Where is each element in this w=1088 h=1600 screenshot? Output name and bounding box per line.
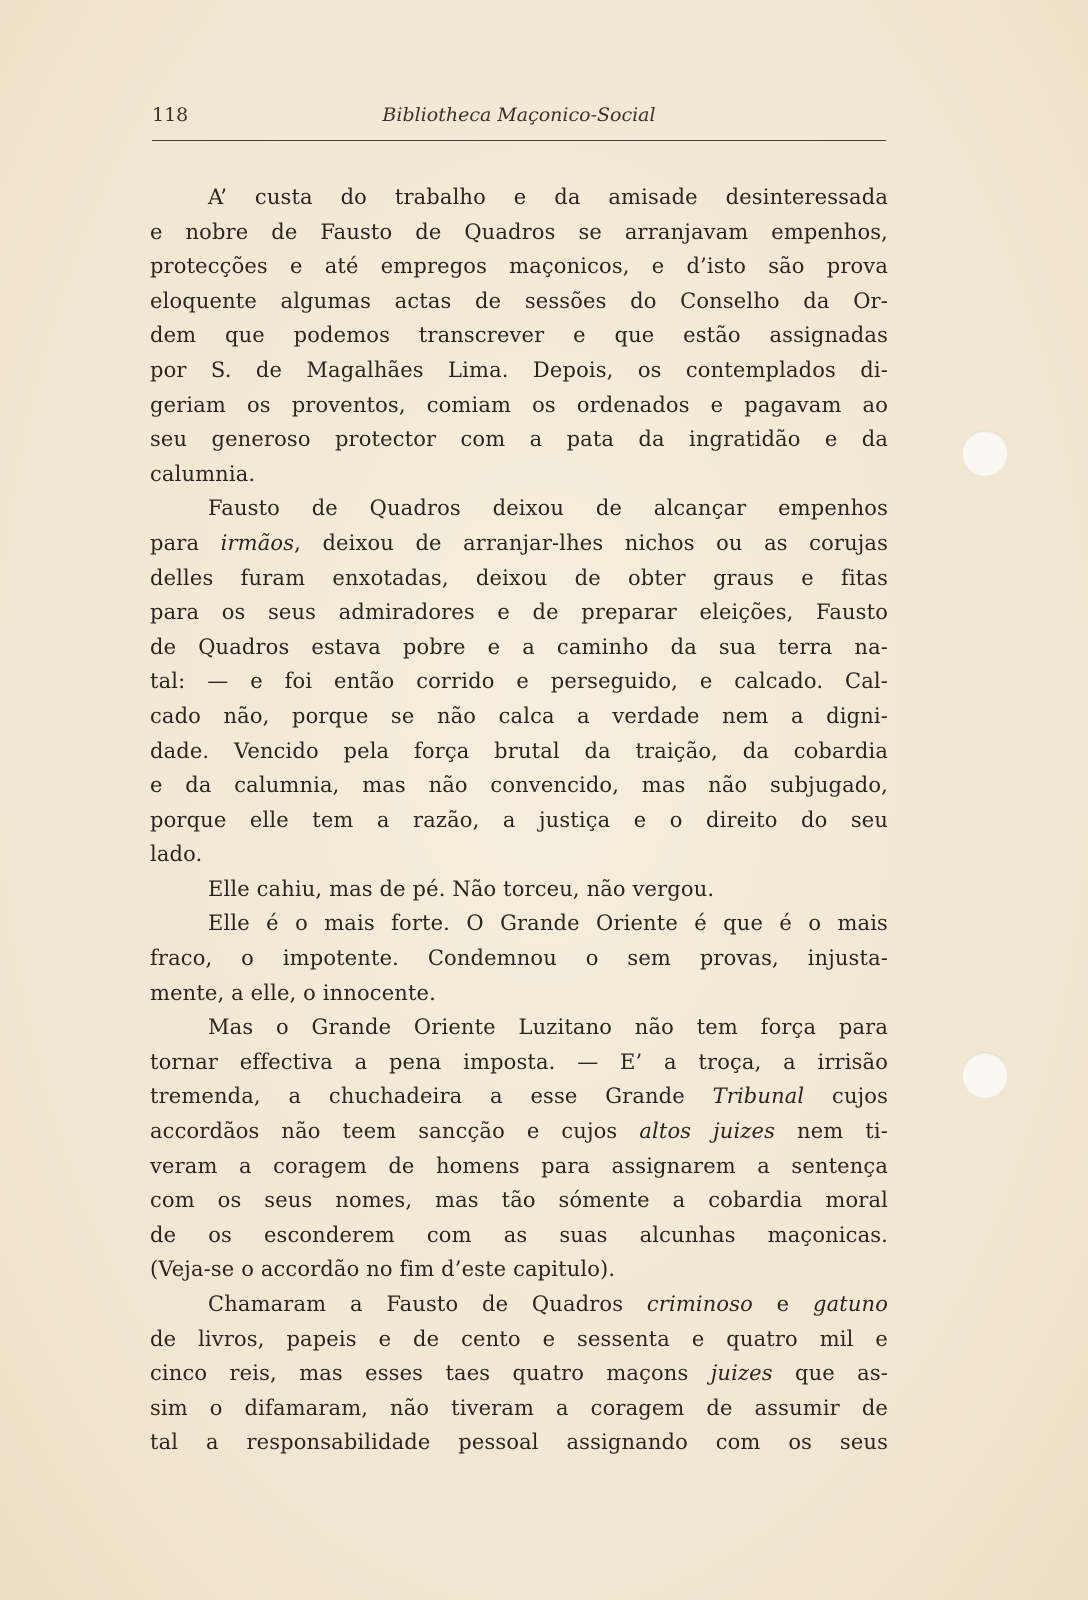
- text-line: para irmãos, deixou de arranjar-lhes nichos ou as corujas: [150, 530, 889, 555]
- binding-hole-bottom: [962, 1052, 1008, 1098]
- text-line: de Quadros estava pobre e a caminho da sua terra na-: [150, 634, 888, 659]
- text-line: geriam os proventos, comiam os ordenados e pagavam ao: [150, 392, 888, 417]
- text-line: tremenda, a chuchadeira a esse Grande Tribunal cujos: [150, 1084, 889, 1109]
- text-line: (Veja-se o accordão no fim d’este capitulo).: [150, 1257, 616, 1282]
- text-line: tal a responsabilidade pessoal assignando com os seus: [150, 1430, 888, 1455]
- text-line: accordãos não teem sancção e cujos altos juizes nem ti-: [150, 1119, 888, 1144]
- text-line: fraco, o impotente. Condemnou o sem provas, injusta-: [150, 946, 888, 971]
- running-title: Bibliotheca Maçonico-Social: [382, 104, 656, 126]
- text-line: e nobre de Fausto de Quadros se arranjavam empenhos,: [150, 219, 888, 244]
- text-line: mente, a elle, o innocente.: [150, 980, 436, 1005]
- text-line: cado não, porque se não calca a verdade nem a digni-: [150, 703, 888, 728]
- text-line: veram a coragem de homens para assignarem a sentença: [150, 1153, 888, 1178]
- text-line: tal: — e foi então corrido e perseguido, e calcado. Cal-: [150, 669, 888, 694]
- body-text: [150, 180, 888, 1460]
- text-line: Elle é o mais forte. O Grande Oriente é que é o mais: [208, 911, 888, 936]
- text-line: cinco reis, mas esses taes quatro maçons juizes que as-: [150, 1361, 888, 1386]
- text-line: tornar effectiva a pena imposta. — E’ a troça, a irrisão: [150, 1049, 888, 1074]
- text-line: Fausto de Quadros deixou de alcançar empenhos: [208, 496, 888, 521]
- text-line: com os seus nomes, mas tão sómente a cobardia moral: [150, 1188, 888, 1213]
- text-line: por S. de Magalhães Lima. Depois, os contemplados di-: [150, 357, 888, 382]
- text-line: para os seus admiradores e de preparar eleições, Fausto: [150, 600, 888, 625]
- text-line: e da calumnia, mas não convencido, mas não subjugado,: [150, 773, 888, 798]
- text-line: delles furam enxotadas, deixou de obter graus e fitas: [150, 565, 888, 590]
- text-line: de livros, papeis e de cento e sessenta e quatro mil e: [150, 1326, 888, 1351]
- text-line: lado.: [150, 842, 203, 867]
- binding-hole-top: [962, 430, 1008, 476]
- text-line: A’ custa do trabalho e da amisade desinteressada: [208, 185, 888, 209]
- text-line: porque elle tem a razão, a justiça e o direito do seu: [150, 807, 888, 832]
- header-rule: [152, 140, 886, 141]
- text-line: eloquente algumas actas de sessões do Conselho da Or-: [150, 288, 888, 313]
- page-header: [152, 104, 886, 134]
- text-line: sim o difamaram, não tiveram a coragem de assumir de: [150, 1395, 888, 1420]
- text-line: dem que podemos transcrever e que estão assignadas: [150, 323, 888, 348]
- text-line: calumnia.: [150, 461, 256, 486]
- text-line: dade. Vencido pela força brutal da traição, da cobardia: [150, 738, 888, 763]
- text-line: protecções e até empregos maçonicos, e d’isto são prova: [150, 254, 888, 279]
- text-line: Elle cahiu, mas de pé. Não torceu, não vergou.: [208, 876, 715, 901]
- page-number: 118: [152, 104, 189, 126]
- text-line: seu generoso protector com a pata da ingratidão e da: [150, 427, 888, 452]
- text-line: Chamaram a Fausto de Quadros criminoso e gatuno: [208, 1292, 888, 1316]
- text-line: Mas o Grande Oriente Luzitano não tem força para: [208, 1015, 888, 1040]
- text-line: de os esconderem com as suas alcunhas maçonicas.: [150, 1222, 888, 1247]
